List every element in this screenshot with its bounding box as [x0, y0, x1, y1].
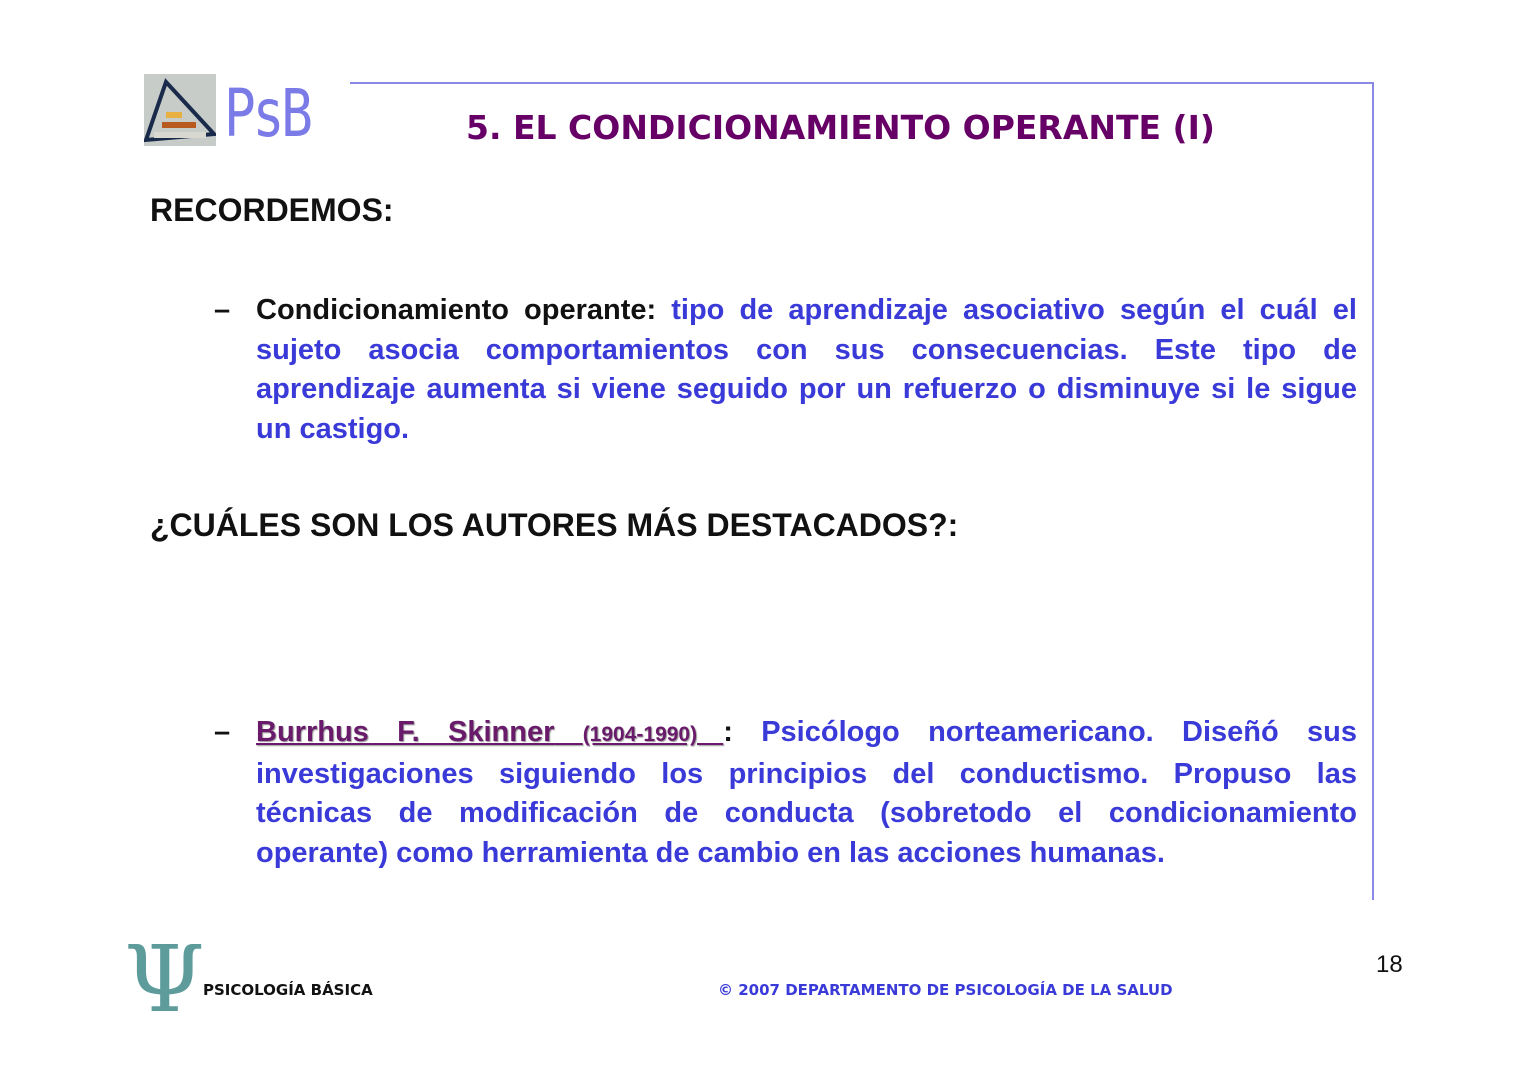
footer-copyright: © 2007 DEPARTAMENTO DE PSICOLOGÍA DE LA SALUD [718, 981, 1173, 999]
logo-triangle-icon [144, 74, 216, 146]
author-text: Psicólogo norteamericano. Diseñó sus investigaciones siguiendo los principios del conductismo. Propuso las técnicas de modificación de conducta (sobretodo el condicionamiento operante) como herramienta de cambio en las acciones humanas. [256, 716, 1358, 869]
definition-text: tipo de aprendizaje asociativo según el cuál el sujeto asocia comportamientos con sus consecuencias. Este tipo de aprendizaje aumenta si viene seguido por un refuerzo o disminuye si le sigue un castigo. [256, 294, 1357, 445]
slide-title: 5. EL CONDICIONAMIENTO OPERANTE (I) [466, 108, 1215, 147]
definition-item [214, 291, 1357, 449]
footer-course: PSICOLOGÍA BÁSICA [203, 981, 373, 999]
psb-logo [144, 72, 344, 152]
colon: : [723, 716, 733, 748]
bullet-dash: – [214, 294, 231, 326]
logo-text: PsB [224, 75, 310, 152]
psi-icon: Ψ [124, 926, 205, 1033]
frame-top-line [350, 82, 1374, 84]
bullet-dash: – [214, 716, 231, 748]
page-number: 18 [1376, 951, 1403, 978]
heading-autores: ¿CUÁLES SON LOS AUTORES MÁS DESTACADOS?: [150, 507, 959, 543]
author-item [214, 713, 1358, 873]
heading-recordemos: RECORDEMOS: [150, 192, 394, 228]
author-link[interactable]: Burrhus F. Skinner (1904-1990) [256, 716, 724, 748]
term: Condicionamiento operante: [256, 294, 657, 326]
frame-right-line [1372, 82, 1374, 900]
